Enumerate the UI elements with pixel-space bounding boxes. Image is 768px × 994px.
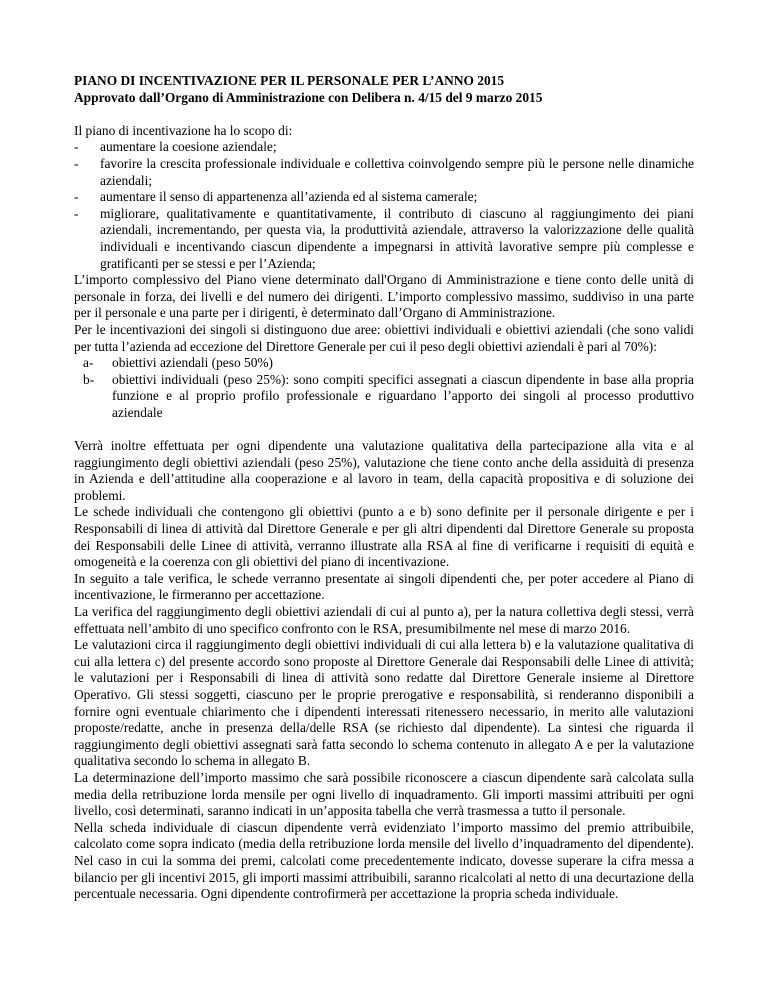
paragraph: Le valutazioni circa il raggiungimento degli obiettivi individuali di cui alla lettera b) e la valutazione qualitativa di cui alla lettera c) del presente accordo sono proposte al Direttore Generale dai Responsabili delle Linee di attività; le valutazioni per i Responsabili di linea di attività sono redatte dal Direttore Generale insieme al Direttore Operativo. Gli stessi soggetti, ciascuno per le proprie prerogative e responsabilità, si renderanno disponibili a fornire ogni eventuale chiarimento che i dipendenti interessati ritenessero necessario, in merito alle valutazioni proposte/redatte, anche in presenza della/delle RSA (se richiesto dal dipendente). La sintesi che riguarda il raggiungimento degli obiettivi assegnati sarà fatta secondo lo schema contenuto in allegato A e per la valutazione qualitativa secondo lo schema in allegato B. [74, 637, 694, 769]
areas-list [74, 355, 694, 421]
list-item-text: obiettivi individuali (peso 25%): sono compiti specifici assegnati a ciascun dipendente in base alla propria funzione e al proprio profilo professionale e riguardano l’apporto dei singoli al processo produttivo aziendale [112, 371, 694, 420]
paragraph: Verrà inoltre effettuata per ogni dipendente una valutazione qualitativa della partecipazione alla vita e al raggiungimento degli obiettivi aziendali (peso 25%), valutazione che tiene conto anche della assiduità di presenza in Azienda e dell’attitudine alla cooperazione e al lavoro in team, della capacità propositiva e di soluzione dei problemi. [74, 438, 694, 503]
paragraph: Per le incentivazioni dei singoli si distinguono due aree: obiettivi individuali e obiettivi aziendali (che sono validi per tutta l’azienda ad eccezione del Direttore Generale per cui il peso degli obiettivi aziendali è pari al 70%): [74, 321, 694, 354]
list-item-text: obiettivi aziendali (peso 50%) [112, 355, 274, 371]
paragraph: L’importo complessivo del Piano viene determinato dall'Organo di Amministrazione e tiene conto delle unità di personale in forza, dei livelli e del numero dei dirigenti. L’importo complessivo massimo, suddiviso in una parte per il personale e una parte per i dirigenti, è determinato dall’Organo di Amministrazione. [74, 272, 694, 321]
list-marker: b- [83, 371, 95, 387]
paragraph: La determinazione dell’importo massimo che sarà possibile riconoscere a ciascun dipendente sarà calcolata sulla media della retribuzione lorda mensile per ogni livello di inquadramento. Gli importi massimi attribuiti per ogni livello, così determinati, saranno indicati in un’apposita tabella che verrà trasmessa a tutto il personale. [74, 769, 694, 819]
list-item [74, 355, 694, 372]
list-marker: - [74, 205, 79, 221]
intro-text: Il piano di incentivazione ha lo scopo di: [74, 122, 293, 138]
list-item-text: aumentare il senso di appartenenza all’azienda ed al sistema camerale; [100, 189, 478, 205]
document-title: PIANO DI INCENTIVAZIONE PER IL PERSONALE PER L’ANNO 2015 [74, 73, 505, 88]
goals-list [74, 139, 694, 272]
list-marker: - [74, 189, 79, 205]
list-item-text: migliorare, qualitativamente e quantitativamente, il contributo di ciascuno al raggiungimento dei piani aziendali, incrementando, per questa via, la produttività aziendale, attraverso la valorizzazione delle qualità individuali e incentivando ciascun dipendente a impegnarsi in attività lavorative sempre più complesse e gratificanti per se stessi e per l’Azienda; [100, 205, 694, 271]
list-item [74, 206, 694, 272]
spacer [74, 421, 694, 438]
list-item [74, 372, 694, 422]
list-item [74, 189, 694, 206]
paragraph: In seguito a tale verifica, le schede verranno presentate ai singoli dipendenti che, per poter accedere al Piano di incentivazione, le firmeranno per accettazione. [74, 570, 694, 603]
list-marker: - [74, 139, 79, 155]
list-marker: a- [83, 355, 94, 371]
spacer [74, 106, 694, 123]
paragraph: La verifica del raggiungimento degli obiettivi aziendali di cui al punto a), per la natura collettiva degli stessi, verrà effettuata nell’ambito di uno specifico confronto con le RSA, presumibilmente nel mese di marzo 2016. [74, 604, 694, 636]
document-subtitle: Approvato dall’Organo di Amministrazione con Delibera n. 4/15 del 9 marzo 2015 [74, 89, 543, 105]
list-item-text: favorire la crescita professionale individuale e collettiva coinvolgendo sempre più le persone nelle dinamiche aziendali; [100, 155, 694, 188]
list-item [74, 139, 694, 156]
list-item [74, 156, 694, 189]
paragraph: Le schede individuali che contengono gli obiettivi (punto a e b) sono definite per il personale dirigente e per i Responsabili di linea di attività dal Direttore Generale e per gli altri dipendenti dal Direttore Generale su proposta dei Responsabili delle Linee di attività, verranno illustrate alla RSA al fine di verificarne i requisiti di equità e omogeneità e la coerenza con gli obiettivi del piano di incentivazione. [74, 504, 694, 570]
paragraph: Nella scheda individuale di ciascun dipendente verrà evidenziato l’importo massimo del premio attribuibile, calcolato come sopra indicato (media della retribuzione lorda mensile del livello d’inquadramento del dipendente). Nel caso in cui la somma dei premi, calcolati come precedentemente indicato, dovesse superare la cifra messa a bilancio per gli incentivi 2015, gli importi massimi attribuibili, saranno ricalcolati al netto di una decurtazione della percentuale necessaria. Ogni dipendente controfirmerà per accettazione la propria scheda individuale. [74, 819, 694, 902]
list-marker: - [74, 155, 79, 171]
document-page [74, 73, 694, 903]
list-item-text: aumentare la coesione aziendale; [100, 139, 277, 155]
